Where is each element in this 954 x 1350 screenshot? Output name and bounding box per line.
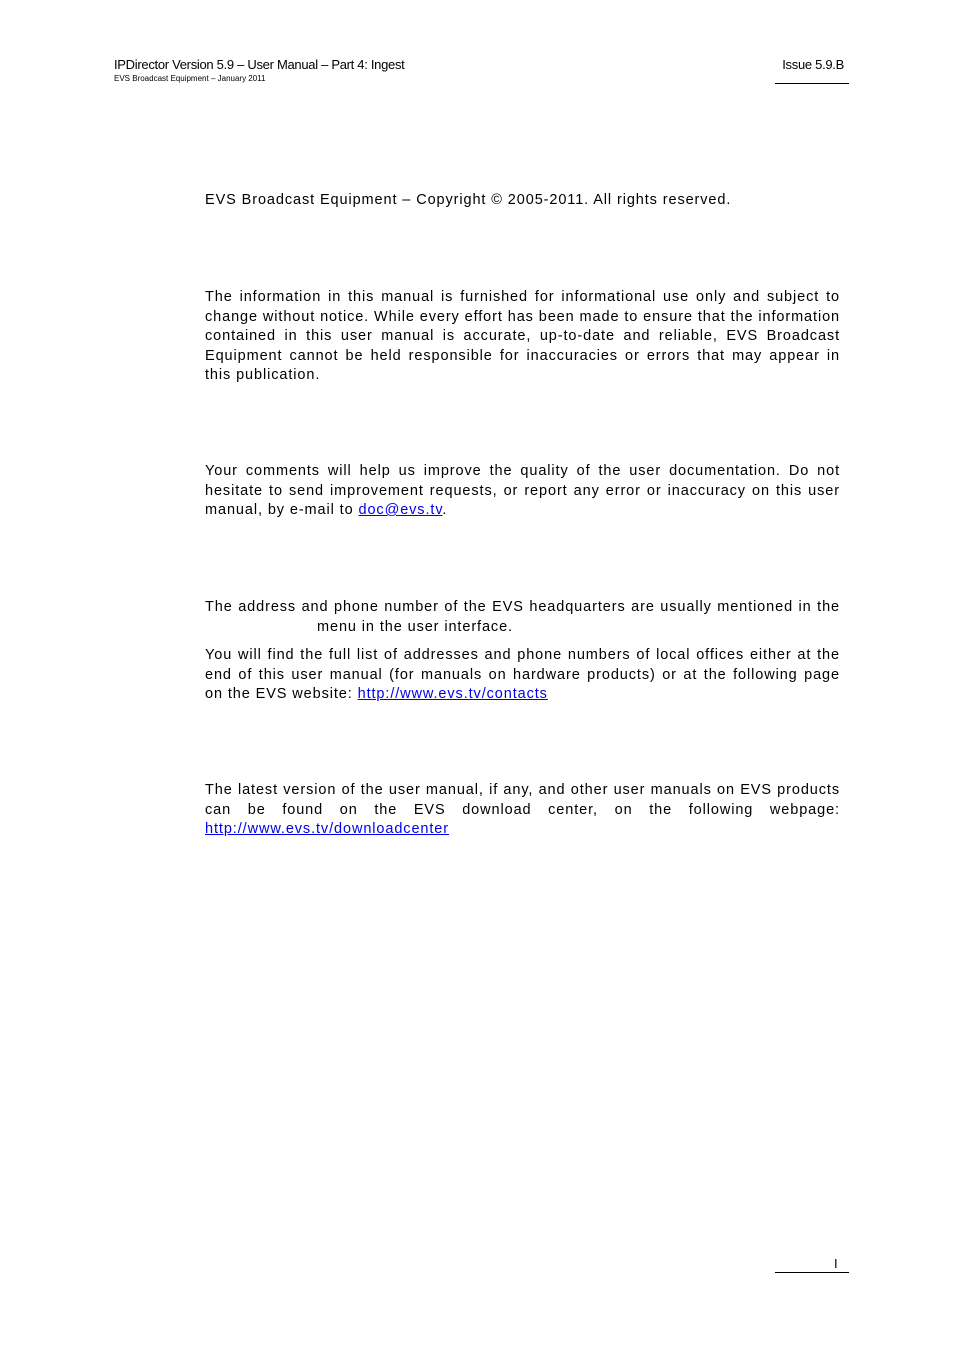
- page-number: I: [834, 1256, 838, 1271]
- latest-version-section: [205, 781, 840, 840]
- latest-version-text: The latest version of the user manual, if any, and other user manuals on EVS products can be found on the EVS download center, on the following webpage:: [205, 782, 840, 818]
- footer-rule: [775, 1272, 849, 1273]
- download-center-link[interactable]: http://www.evs.tv/downloadcenter: [205, 821, 449, 837]
- address-section: [205, 598, 840, 705]
- address-paragraph-1: [205, 598, 840, 637]
- disclaimer-paragraph: The information in this manual is furnished for informational use only and subject to change without notice. While every effort has been made to ensure that the information contained in this user manual is accurate, up-to-date and reliable, EVS Broadcast Equipment cannot be held responsible for inaccuracies or errors that may appear in this publication.: [205, 289, 840, 383]
- comments-period: .: [442, 502, 448, 518]
- contacts-link[interactable]: http://www.evs.tv/contacts: [357, 686, 548, 702]
- header-rule: [775, 83, 849, 84]
- offices-text: You will find the full list of addresses and phone numbers of local offices either at the end of this user manual (for manuals on hardware products) or at the following page on the EVS website:: [205, 647, 840, 702]
- comments-text: Your comments will help us improve the quality of the user documentation. Do not hesitate to send improvement requests, or report any error or inaccuracy on this user manual, by e-mail to: [205, 463, 840, 518]
- header-issue: Issue 5.9.B: [782, 57, 844, 72]
- email-link[interactable]: doc@evs.tv: [358, 502, 443, 518]
- latest-version-paragraph: [205, 781, 840, 840]
- disclaimer-section: [205, 288, 840, 386]
- header-title: IPDirector Version 5.9 – User Manual – Part 4: Ingest: [114, 57, 405, 72]
- address-text-end: menu in the user interface.: [317, 618, 513, 635]
- comments-section: [205, 462, 840, 521]
- header-subtitle: EVS Broadcast Equipment – January 2011: [114, 74, 266, 83]
- comments-paragraph: [205, 462, 840, 521]
- address-text-start: The address and phone number of the EVS headquarters are usually mentioned in the: [205, 599, 840, 615]
- address-paragraph-2: [205, 646, 840, 705]
- copyright-notice: EVS Broadcast Equipment – Copyright © 2005-2011. All rights reserved.: [205, 192, 732, 208]
